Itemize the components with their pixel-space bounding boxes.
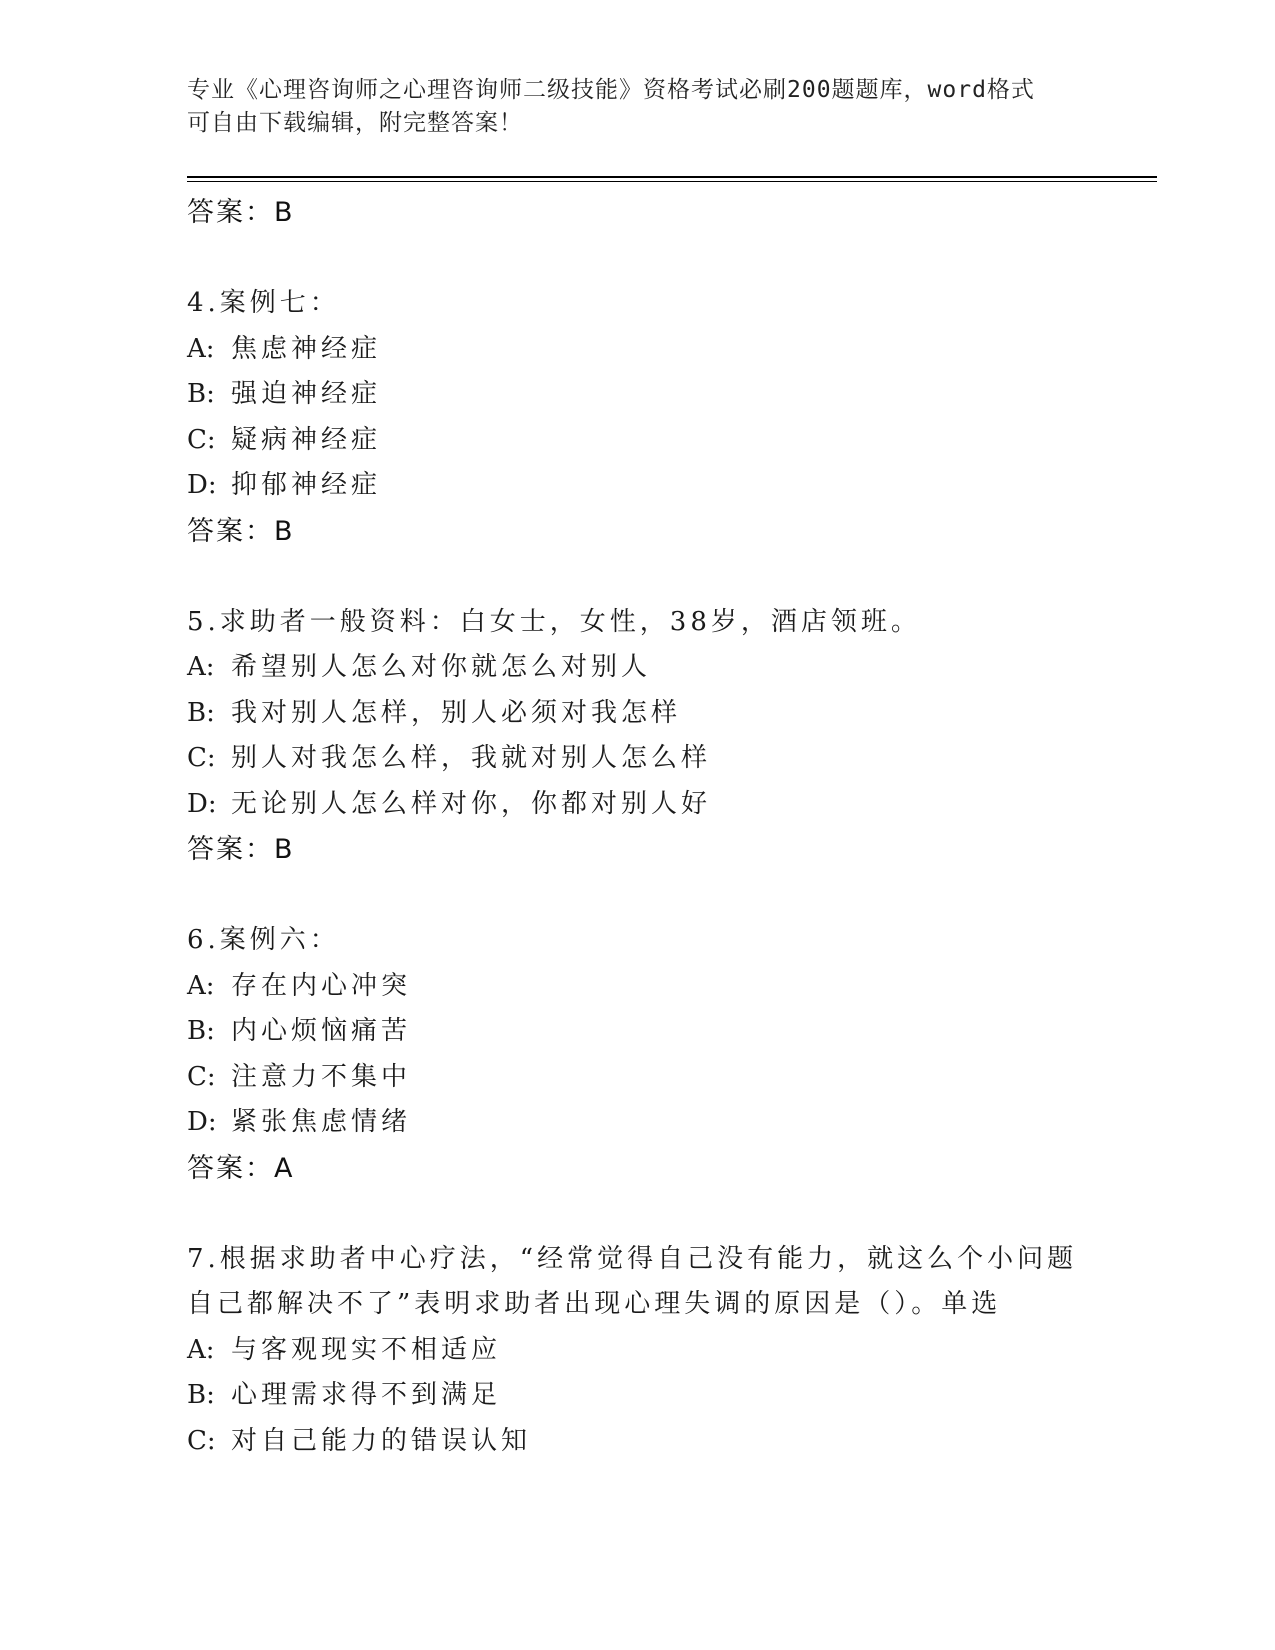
option-text: 别人对我怎么样，我就对别人怎么样 xyxy=(231,743,712,773)
option-text: 希望别人怎么对你就怎么对别人 xyxy=(231,652,652,682)
question-block xyxy=(187,600,1157,873)
option-text: 强迫神经症 xyxy=(231,379,382,409)
option-text: 内心烦恼痛苦 xyxy=(231,1016,412,1046)
option-text: 存在内心冲突 xyxy=(231,970,412,1001)
option-c xyxy=(187,1055,1157,1101)
option-text: 焦虑神经症 xyxy=(231,333,382,364)
question-title-line-2: 自己都解决不了”表明求助者出现心理失调的原因是（）。单选 xyxy=(187,1289,1002,1319)
option-d xyxy=(187,782,1157,828)
option-text: 抑郁神经症 xyxy=(231,470,382,500)
option-d xyxy=(187,463,1157,509)
option-text: 对自己能力的错误认知 xyxy=(231,1425,532,1456)
question-block xyxy=(187,1237,1157,1465)
document-header xyxy=(187,74,1087,140)
option-a xyxy=(187,964,1157,1010)
answer-line: 答案：A xyxy=(187,1152,295,1184)
option-text: 心理需求得不到满足 xyxy=(231,1380,502,1410)
option-c xyxy=(187,1419,1157,1465)
option-letter: B: xyxy=(187,379,215,409)
question-block xyxy=(187,918,1157,1191)
question-title: 5.求助者一般资料：白女士，女性，38岁，酒店领班。 xyxy=(187,606,921,637)
option-letter: D: xyxy=(187,470,217,500)
header-rule-thin xyxy=(187,181,1157,182)
option-letter: A: xyxy=(187,970,215,1001)
option-letter: C: xyxy=(187,424,216,455)
header-rule-thick xyxy=(187,176,1157,178)
option-c xyxy=(187,418,1157,464)
option-letter: A: xyxy=(187,652,215,682)
option-b xyxy=(187,1009,1157,1055)
option-letter: C: xyxy=(187,743,216,773)
option-letter: D: xyxy=(187,1107,217,1137)
header-line-2: 可自由下载编辑，附完整答案！ xyxy=(187,110,523,136)
answer-line: 答案：B xyxy=(187,834,295,865)
question-title-line-1: 7.根据求助者中心疗法，“经常觉得自己没有能力，就这么个小问题 xyxy=(187,1243,1078,1274)
answer-line: 答案：B xyxy=(187,515,295,547)
option-letter: C: xyxy=(187,1061,216,1092)
option-letter: A: xyxy=(187,333,215,364)
option-b xyxy=(187,1373,1157,1419)
question-block xyxy=(187,281,1157,554)
option-letter: B: xyxy=(187,1016,215,1046)
option-letter: D: xyxy=(187,788,217,819)
option-a xyxy=(187,1328,1157,1374)
question-list xyxy=(187,190,1157,1464)
option-a xyxy=(187,645,1157,691)
option-letter: B: xyxy=(187,1380,215,1410)
question-title: 4.案例七： xyxy=(187,288,340,318)
option-a xyxy=(187,327,1157,373)
option-letter: A: xyxy=(187,1334,215,1365)
option-b xyxy=(187,372,1157,418)
answer-line: 答案：B xyxy=(187,197,295,228)
header-line-1: 专业《心理咨询师之心理咨询师二级技能》资格考试必刷200题题库，word格式 xyxy=(187,77,1035,103)
option-text: 注意力不集中 xyxy=(231,1061,412,1092)
option-letter: C: xyxy=(187,1425,216,1456)
option-text: 与客观现实不相适应 xyxy=(231,1334,502,1365)
option-text: 我对别人怎样，别人必须对我怎样 xyxy=(231,697,682,728)
option-text: 无论别人怎么样对你，你都对别人好 xyxy=(231,788,712,819)
option-d xyxy=(187,1100,1157,1146)
option-letter: B: xyxy=(187,697,215,728)
option-b xyxy=(187,691,1157,737)
option-c xyxy=(187,736,1157,782)
question-title: 6.案例六： xyxy=(187,925,340,955)
option-text: 紧张焦虑情绪 xyxy=(231,1107,412,1137)
option-text: 疑病神经症 xyxy=(231,424,382,455)
